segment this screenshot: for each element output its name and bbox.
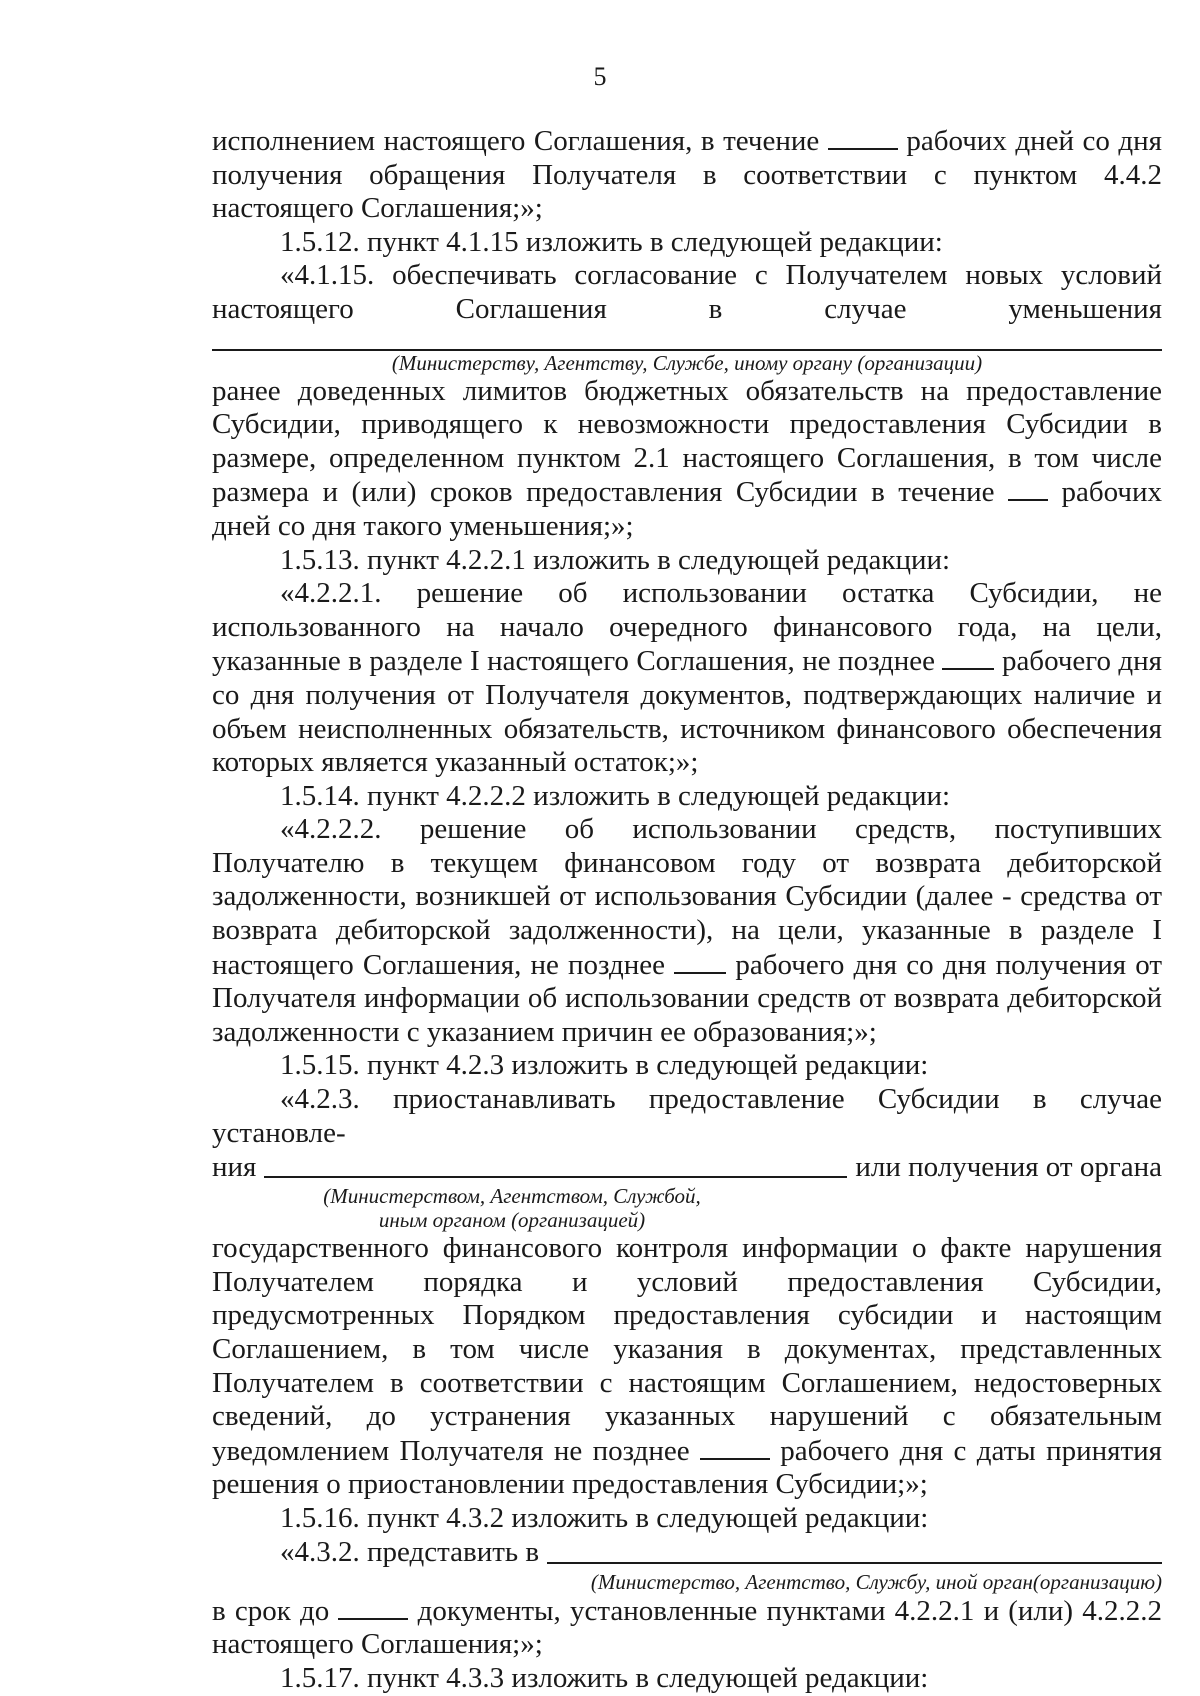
paragraph-1-5-13: 1.5.13. пункт 4.2.2.1 изложить в следующей редакции:	[280, 543, 951, 576]
paragraph-1-5-17: 1.5.17. пункт 4.3.3 изложить в следующей редакции:	[280, 1661, 929, 1694]
page-number: 5	[593, 62, 607, 91]
field-caption: иным органом (организацией)	[378, 1208, 646, 1233]
paragraph-4-3-2	[212, 1536, 1162, 1570]
field-caption: (Министерство, Агентство, Службу, иной орган(организацию)	[590, 1569, 1162, 1594]
text: «4.2.2.1. решение об использовании остатка Субсидии, не использованного на начало очередного финансового года, на цели, указанные в разделе I настоящего Соглашения, не позднее	[212, 577, 1162, 678]
paragraph-limits	[212, 375, 1162, 544]
paragraph-control-info	[212, 1232, 1162, 1502]
text: рабочего дня со дня получения от Получателя документов, подтверждающих наличие и объем неисполненных обязательств, источником финансового обеспечения которых является указанный остаток;»;	[212, 645, 1163, 779]
paragraph-1-5-12: 1.5.12. пункт 4.1.15 изложить в следующей редакции:	[280, 225, 943, 258]
paragraph-4-2-2-1	[212, 577, 1162, 780]
blank-line	[1008, 475, 1048, 501]
field-caption: (Министерством, Агентством, Службой,	[323, 1184, 701, 1209]
text: рабочего дня с даты принятия решения о приостановлении предоставления Субсидии;»;	[212, 1434, 1163, 1501]
text: рабочих дней со дня получения обращения Получателя в соответствии с пунктом 4.4.2 настоящего Соглашения;»;	[212, 125, 1163, 225]
text: государственного финансового контроля информации о факте нарушения Получателем порядка и условий предоставления Субсидии, предусмотренных Порядком предоставления субсидии и настоящим Соглашением, в том числе указания в документах, представленных Получателем в соответствии с настоящим Соглашением, недостоверных сведений, до устранения указанных нарушений с обязательным уведомлением Получателя не позднее	[212, 1232, 1162, 1467]
paragraph-4-2-3-line1: «4.2.3. приостанавливать предоставление Субсидии в случае установле-	[212, 1083, 1162, 1149]
blank-line	[547, 1536, 1162, 1564]
blank-line	[338, 1594, 408, 1620]
paragraph-deadline	[212, 1594, 1162, 1662]
text: документы, установленные пунктами 4.2.2.1 и (или) 4.2.2.2 настоящего Соглашения;»;	[212, 1594, 1162, 1661]
paragraph-4-1-15-line2: настоящего Соглашения в случае уменьшения	[212, 292, 1162, 325]
blank-line	[828, 124, 898, 150]
paragraph-1-5-14: 1.5.14. пункт 4.2.2.2 изложить в следующей редакции:	[280, 779, 951, 812]
field-caption: (Министерству, Агентству, Службе, иному органу (организации)	[391, 350, 983, 375]
text: рабочих дней со дня такого уменьшения;»;	[212, 476, 1162, 542]
document-body	[212, 124, 1162, 1695]
text: в срок до	[212, 1594, 330, 1627]
paragraph-4-2-2-2	[212, 813, 1162, 1049]
text: рабочего дня со дня получения от Получателя информации об использовании средств от возврата дебиторской задолженности с указанием причин ее образования;»;	[212, 948, 1163, 1048]
text: ранее доведенных лимитов бюджетных обязательств на предоставление Субсидии, приводящего к невозможности предоставления Субсидии в размере, определенном пунктом 2.1 настоящего Соглашения, в том числе размера и (или) сроков предоставления Субсидии в течение	[212, 374, 1162, 509]
text: ния	[212, 1150, 257, 1183]
blank-line	[942, 644, 994, 670]
text: или получения от органа	[855, 1150, 1162, 1183]
text: исполнением настоящего Соглашения, в течение	[212, 125, 820, 157]
text: «4.3.2. представить в	[280, 1535, 540, 1568]
paragraph-4-1-15-line1: «4.1.15. обеспечивать согласование с Получателем новых условий	[280, 259, 1162, 292]
paragraph-1-5-16: 1.5.16. пункт 4.3.2 изложить в следующей редакции:	[280, 1501, 929, 1534]
paragraph-1-5-15: 1.5.15. пункт 4.2.3 изложить в следующей редакции:	[280, 1049, 929, 1082]
paragraph-4-2-3-line2	[212, 1150, 1162, 1184]
text: «4.2.2.2. решение об использовании средств, поступивших Получателю в текущем финансовом году от возврата дебиторской задолженности, возникшей от использования Субсидии (далее - средства от возврата дебиторской задолженности), на цели, указанные в разделе I настоящего Соглашения, не позднее	[212, 813, 1162, 981]
blank-line	[264, 1150, 847, 1178]
blank-line	[700, 1434, 770, 1460]
blank-line	[674, 948, 726, 974]
paragraph-continuation	[212, 124, 1162, 226]
